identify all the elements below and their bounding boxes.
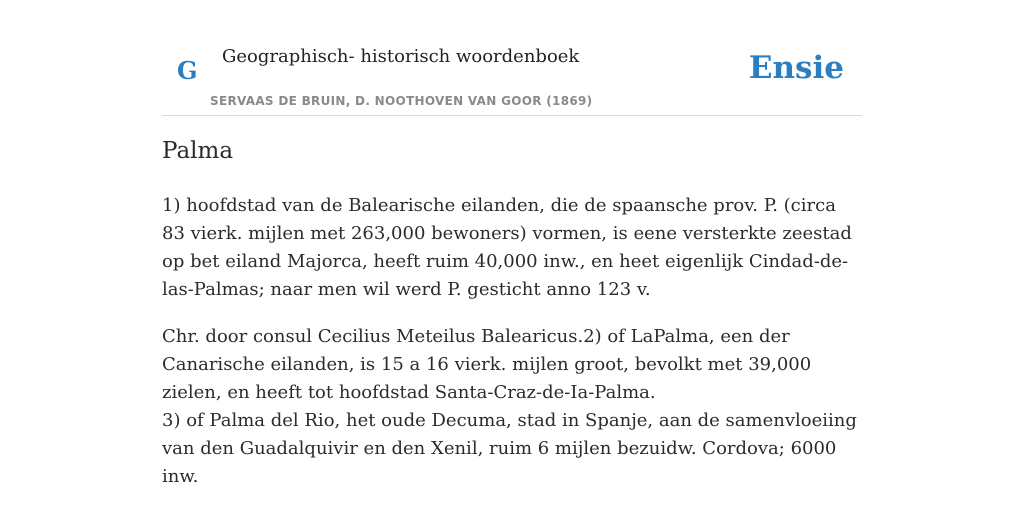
entry-paragraph: 3) of Palma del Rio, het oude Decuma, stad in Spanje, aan de samenvloeiing van den Guadalquivir en den Xenil, ruim 6 mijlen bezuidw. Cordova; 6000 inw. bbox=[162, 410, 857, 487]
dictionary-letter-logo[interactable]: G bbox=[177, 56, 198, 85]
entry-paragraph: 1) hoofdstad van de Balearische eilanden, die de spaansche prov. P. (circa 83 vierk. mijlen met 263,000 bewoners) vormen, is eene versterkte zeestad op bet eiland Majorca, heeft ruim 40,000 inw., en heet eigenlijk Cindad-de-las-Palmas; naar men wil werd P. gesticht anno 123 v. bbox=[162, 195, 852, 300]
book-title[interactable]: Geographisch- historisch woordenboek bbox=[222, 46, 580, 67]
entry-body bbox=[162, 192, 862, 491]
entry-paragraph: Chr. door consul Cecilius Meteilus Balearicus.2) of LaPalma, een der Canarische eilanden, is 15 a 16 vierk. mijlen groot, bevolkt met 39,000 zielen, en heeft tot hoofdstad Santa-Craz-de-Ia-Palma. bbox=[162, 326, 812, 403]
book-author: SERVAAS DE BRUIN, D. NOOTHOVEN VAN GOOR (1869) bbox=[210, 94, 593, 108]
entry-title: Palma bbox=[162, 138, 234, 164]
dictionary-header bbox=[162, 40, 862, 116]
brand-logo[interactable]: Ensie bbox=[748, 50, 844, 86]
